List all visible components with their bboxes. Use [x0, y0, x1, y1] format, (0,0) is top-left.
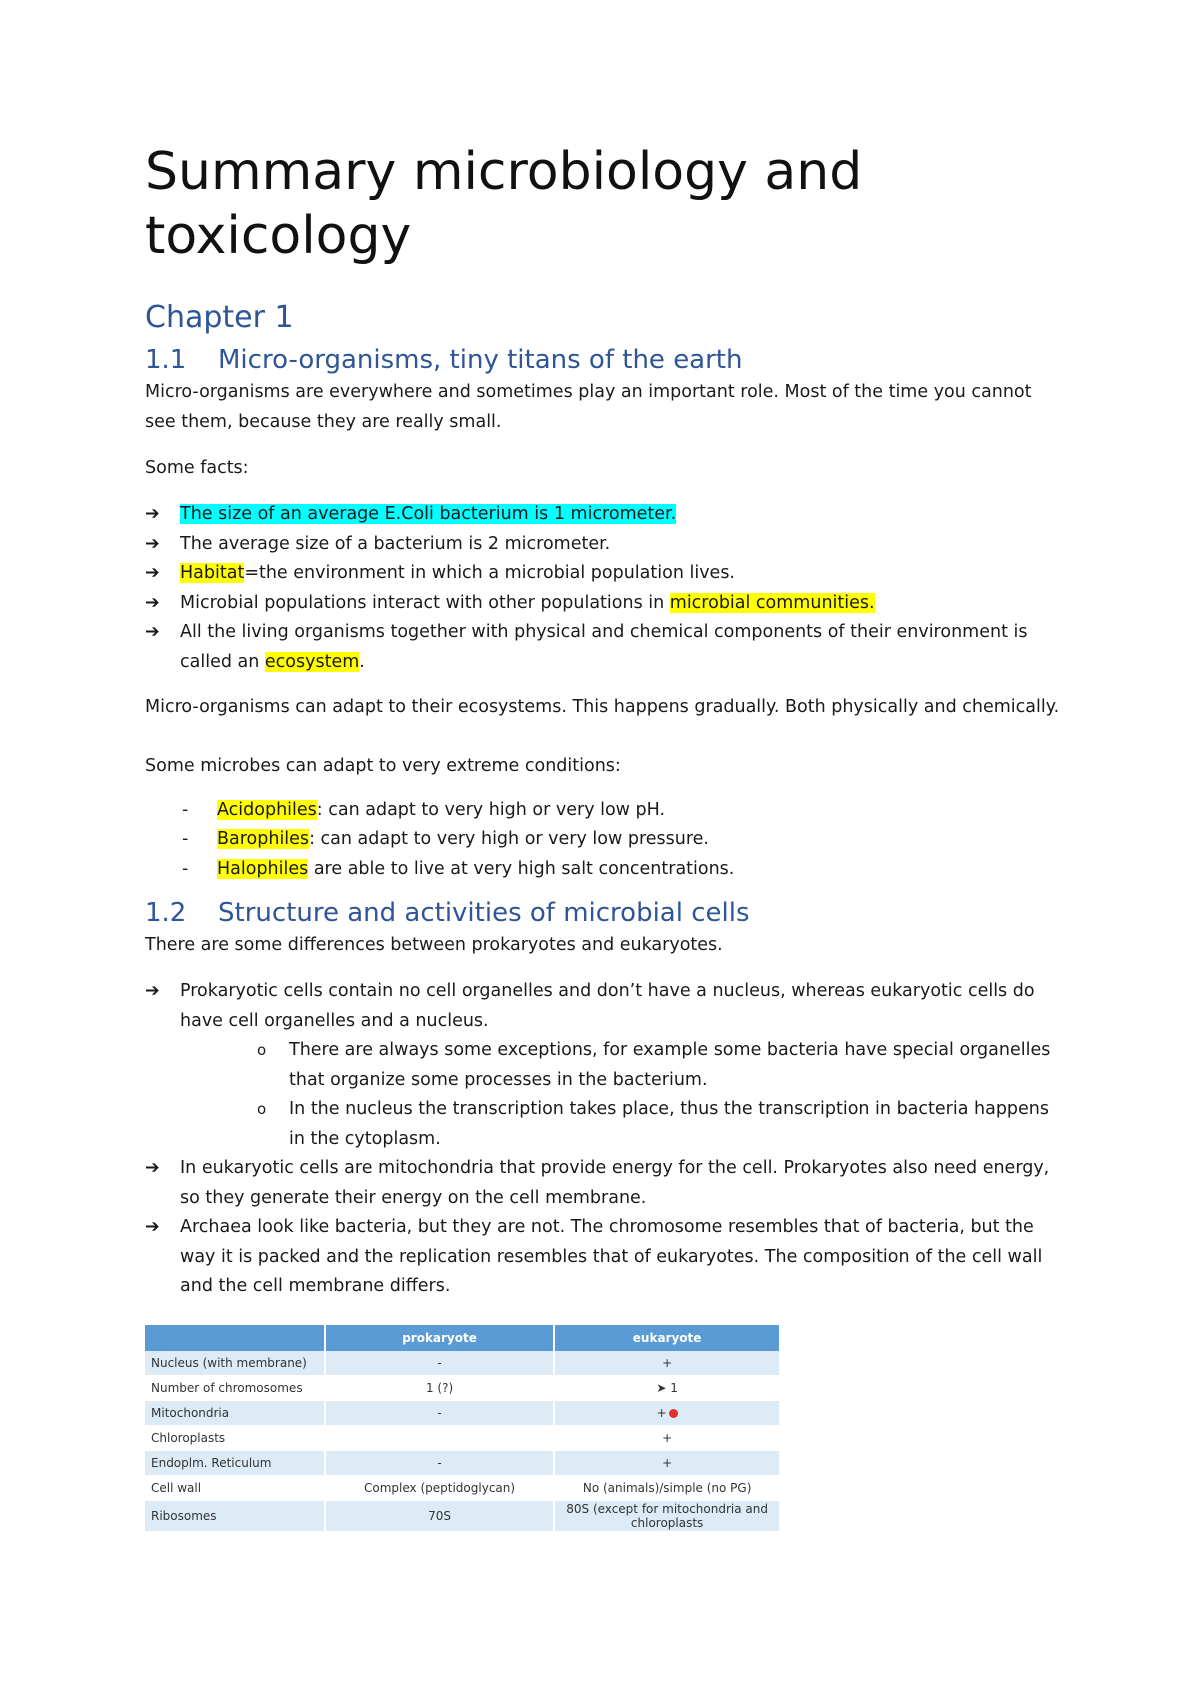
table-cell: - [325, 1451, 554, 1476]
table-row [145, 1401, 780, 1426]
table-cell: Cell wall [145, 1476, 325, 1501]
table-cell: Mitochondria [145, 1401, 325, 1426]
circle-bullet-icon: o [257, 1041, 267, 1059]
table-row [145, 1351, 780, 1376]
arrow-icon: ➔ [145, 593, 160, 613]
punctuation: . [359, 651, 365, 672]
section-heading-1-2 [145, 898, 750, 928]
table-cell: 80S (except for mitochondria and chloroplasts [554, 1501, 780, 1532]
chapter-heading: Chapter 1 [145, 300, 294, 335]
section-heading-1-1 [145, 345, 742, 375]
table-cell-text: + [656, 1406, 667, 1420]
table-row [145, 1376, 780, 1401]
arrow-icon: ➔ [145, 981, 160, 1001]
table-cell: Complex (peptidoglycan) [325, 1476, 554, 1501]
table-cell: - [325, 1351, 554, 1376]
arrow-icon: ➔ [145, 504, 160, 524]
table-header-row [145, 1325, 780, 1351]
arrow-icon: ➔ [145, 622, 160, 642]
paragraph-differences: There are some differences between prokaryotes and eukaryotes. [145, 935, 723, 955]
arrow-icon: ➔ [145, 563, 160, 583]
paragraph-extreme: Some microbes can adapt to very extreme conditions: [145, 756, 621, 776]
sub-list-item [257, 1095, 1065, 1154]
highlighted-term: microbial communities. [669, 593, 875, 613]
list-item [145, 500, 1065, 530]
table-row [145, 1426, 780, 1451]
highlighted-term: Barophiles [217, 829, 310, 849]
dash-marker: - [182, 859, 189, 879]
table-cell [325, 1426, 554, 1451]
table-row [145, 1476, 780, 1501]
paragraph-some-facts: Some facts: [145, 458, 249, 478]
highlighted-term: Halophiles [217, 859, 309, 879]
arrow-icon: ➔ [145, 534, 160, 554]
list-item [145, 618, 1065, 677]
arrow-icon: ➔ [145, 1158, 160, 1178]
list-item [145, 977, 1065, 1036]
paragraph-intro: Micro-organisms are everywhere and sometimes play an important role. Most of the time you cannot see them, because they are really small. [145, 382, 1032, 432]
table-cell: 1 (?) [325, 1376, 554, 1401]
section-number: 1.1 [145, 345, 187, 375]
table-cell: Chloroplasts [145, 1426, 325, 1451]
section-title: Micro-organisms, tiny titans of the earth [218, 345, 743, 375]
list-item-text: Microbial populations interact with other populations in [180, 593, 670, 613]
table-cell: Number of chromosomes [145, 1376, 325, 1401]
list-item-text: Archaea look like bacteria, but they are not. The chromosome resembles that of bacteria, but the way it is packed and the replication resembles that of eukaryotes. The composition of the cell wall and the cell membrane differs. [180, 1217, 1043, 1296]
list-item [182, 825, 1062, 855]
table-header-cell: prokaryote [325, 1325, 554, 1351]
table-cell: Ribosomes [145, 1501, 325, 1532]
table-cell: ➤ 1 [554, 1376, 780, 1401]
paragraph-adapt: Micro-organisms can adapt to their ecosystems. This happens gradually. Both physically and chemically. [145, 697, 1060, 717]
table-row [145, 1501, 780, 1532]
table-cell: Endoplm. Reticulum [145, 1451, 325, 1476]
highlighted-term: Acidophiles [217, 800, 317, 820]
list-item [182, 796, 1062, 826]
dash-marker: - [182, 829, 189, 849]
dash-marker: - [182, 800, 189, 820]
list-item-text: : can adapt to very high or very low pH. [316, 800, 666, 820]
list-item [145, 1154, 1065, 1213]
table-cell: - [325, 1401, 554, 1426]
list-item-text: In the nucleus the transcription takes place, thus the transcription in bacteria happens in the cytoplasm. [289, 1099, 1050, 1149]
table-cell: + [554, 1451, 780, 1476]
list-item-text: The average size of a bacterium is 2 micrometer. [180, 534, 611, 554]
document-title: Summary microbiology and toxicology [145, 142, 863, 266]
sub-list-item [257, 1036, 1065, 1095]
circle-bullet-icon: o [257, 1100, 267, 1118]
comparison-table [145, 1325, 781, 1532]
table-cell: + [554, 1426, 780, 1451]
table-cell: + [554, 1351, 780, 1376]
table-cell: No (animals)/simple (no PG) [554, 1476, 780, 1501]
arrow-icon: ➔ [145, 1217, 160, 1237]
list-item [145, 1213, 1065, 1302]
list-item-text: : can adapt to very high or very low pressure. [309, 829, 709, 849]
list-item [145, 530, 1065, 560]
section-number: 1.2 [145, 898, 187, 928]
highlighted-term: ecosystem [264, 651, 360, 672]
list-item-text: In eukaryotic cells are mitochondria that provide energy for the cell. Prokaryotes also need energy, so they generate their energy on the cell membrane. [180, 1158, 1050, 1208]
table-header-cell [145, 1325, 325, 1351]
highlighted-term: Habitat [180, 563, 245, 583]
list-item-text: There are always some exceptions, for example some bacteria have special organelles that organize some processes in the bacterium. [289, 1040, 1051, 1090]
list-item-text: All the living organisms together with physical and chemical components of their environment is called an [180, 622, 1028, 672]
red-dot-icon [669, 1409, 678, 1418]
list-item [145, 589, 1065, 619]
list-item-text: Prokaryotic cells contain no cell organelles and don’t have a nucleus, whereas eukaryotic cells do have cell organelles and a nucleus. [180, 981, 1035, 1031]
list-item [145, 559, 1065, 589]
table-row [145, 1451, 780, 1476]
table-header-cell: eukaryote [554, 1325, 780, 1351]
list-item-text: are able to live at very high salt concentrations. [308, 859, 735, 879]
section-title: Structure and activities of microbial cells [218, 898, 750, 928]
table-cell: 70S [325, 1501, 554, 1532]
highlighted-text: The size of an average E.Coli bacterium is 1 micrometer. [180, 504, 677, 524]
list-item [182, 855, 1062, 885]
list-item-text: =the environment in which a microbial population lives. [244, 563, 735, 583]
table-cell: Nucleus (with membrane) [145, 1351, 325, 1376]
table-cell [554, 1401, 780, 1426]
